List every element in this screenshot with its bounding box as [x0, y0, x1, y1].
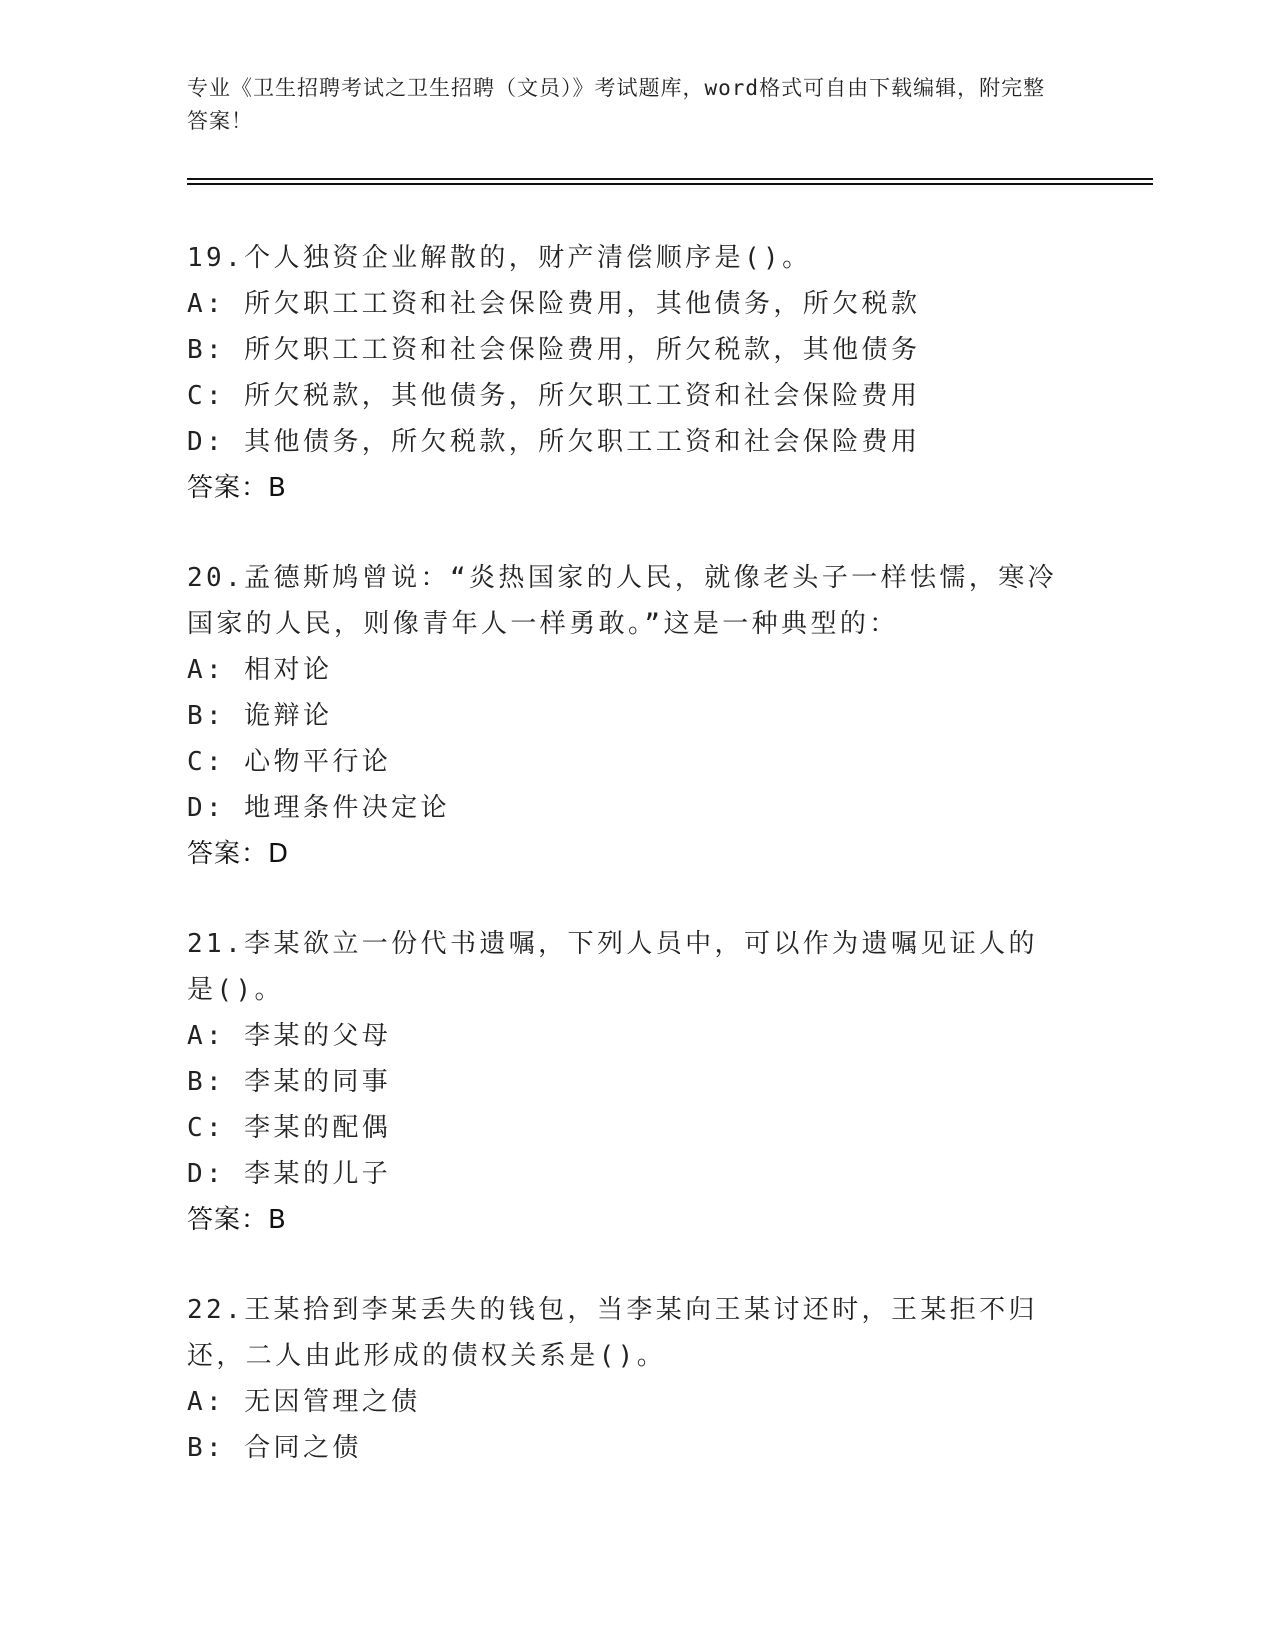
option-b: B: 所欠职工工资和社会保险费用，所欠税款，其他债务 [187, 335, 921, 365]
header-divider-top [187, 178, 1153, 180]
question-stem: 21.李某欲立一份代书遗嘱，下列人员中，可以作为遗嘱见证人的是()。 [187, 929, 1038, 1005]
option-a: A: 无因管理之债 [187, 1387, 421, 1417]
question-22 [187, 1287, 1087, 1471]
document-intro: 专业《卫生招聘考试之卫生招聘（文员）》考试题库，word格式可自由下载编辑，附完整答案！ [187, 76, 1046, 133]
question-19 [187, 235, 1087, 511]
option-c: C: 所欠税款，其他债务，所欠职工工资和社会保险费用 [187, 381, 921, 411]
option-d: D: 其他债务，所欠税款，所欠职工工资和社会保险费用 [187, 427, 921, 457]
question-list [187, 235, 1087, 1515]
question-stem: 19.个人独资企业解散的，财产清偿顺序是()。 [187, 243, 812, 273]
question-20 [187, 555, 1087, 877]
option-d: D: 地理条件决定论 [187, 793, 450, 823]
option-b: B: 合同之债 [187, 1433, 362, 1463]
option-b: B: 李某的同事 [187, 1067, 392, 1097]
option-d: D: 李某的儿子 [187, 1159, 392, 1189]
header-divider-bottom [187, 183, 1153, 185]
option-a: A: 李某的父母 [187, 1021, 392, 1051]
option-a: A: 相对论 [187, 655, 333, 685]
answer-line: 答案：B [187, 473, 287, 503]
question-stem: 20.孟德斯鸠曾说：“炎热国家的人民，就像老头子一样怯懦，寒冷国家的人民，则像青年人一样勇敢。”这是一种典型的： [187, 563, 1058, 639]
option-b: B: 诡辩论 [187, 701, 333, 731]
option-c: C: 心物平行论 [187, 747, 392, 777]
question-21 [187, 921, 1087, 1243]
option-a: A: 所欠职工工资和社会保险费用，其他债务，所欠税款 [187, 289, 921, 319]
question-stem: 22.王某拾到李某丢失的钱包，当李某向王某讨还时，王某拒不归还，二人由此形成的债权关系是()。 [187, 1295, 1038, 1371]
answer-line: 答案：B [187, 1205, 287, 1235]
option-c: C: 李某的配偶 [187, 1113, 392, 1143]
answer-line: 答案：D [187, 839, 290, 869]
